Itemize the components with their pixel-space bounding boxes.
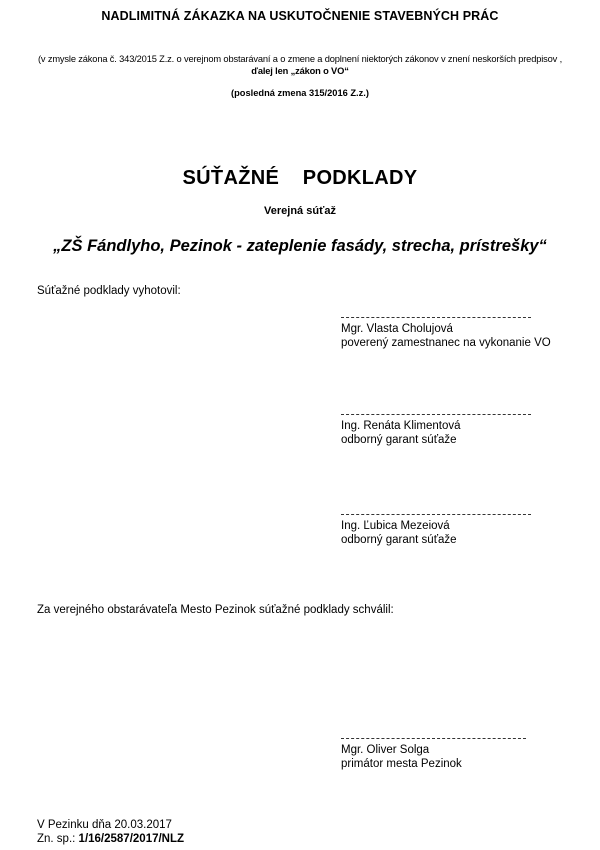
reference-number — [37, 832, 184, 846]
project-name: „ZŠ Fándlyho, Pezinok - zateplenie fasády, strecha, prístrešky“ — [53, 237, 547, 255]
signature-block-3 — [341, 514, 531, 547]
legal-note-text: (v zmysle zákona č. 343/2015 Z.z. o verejnom obstarávaní a o zmene a doplnení niektorých zákonov v znení neskorších predpisov , — [37, 54, 563, 64]
approved-by-label: Za verejného obstarávateľa Mesto Pezinok súťažné podklady schválil: — [37, 604, 394, 616]
document-title: SÚŤAŽNÉ PODKLADY — [182, 167, 418, 189]
signature-block-approver — [341, 738, 526, 771]
signatory-role: odborný garant súťaže — [341, 534, 457, 546]
signature-line — [341, 317, 531, 318]
signatory-name: Ing. Renáta Klimentová — [341, 420, 461, 432]
signatory-role: odborný garant súťaže — [341, 434, 457, 446]
signature-block-1 — [341, 317, 551, 350]
signature-line — [341, 514, 531, 515]
legal-note-abbreviation: ďalej len „zákon o VO“ — [251, 66, 349, 76]
prepared-by-label: Súťažné podklady vyhotovil: — [37, 285, 181, 297]
footer — [37, 818, 184, 846]
signatory-name: Mgr. Oliver Solga — [341, 744, 430, 756]
reference-value: 1/16/2587/2017/NLZ — [78, 833, 185, 845]
amendment-note: (posledná zmena 315/2016 Z.z.) — [231, 88, 369, 98]
reference-label: Zn. sp.: — [37, 833, 79, 845]
signature-block-2 — [341, 414, 531, 447]
signature-line — [341, 738, 526, 739]
signatory-name: Ing. Ľubica Mezeiová — [341, 520, 450, 532]
place-date: V Pezinku dňa 20.03.2017 — [37, 819, 172, 831]
procedure-type: Verejná súťaž — [264, 205, 336, 217]
signatory-name: Mgr. Vlasta Cholujová — [341, 323, 453, 335]
signatory-role: primátor mesta Pezinok — [341, 758, 462, 770]
header-title: NADLIMITNÁ ZÁKAZKA NA USKUTOČNENIE STAVEBNÝCH PRÁC — [101, 9, 499, 23]
legal-note — [30, 53, 570, 77]
signatory-role: poverený zamestnanec na vykonanie VO — [341, 337, 551, 349]
signature-line — [341, 414, 531, 415]
